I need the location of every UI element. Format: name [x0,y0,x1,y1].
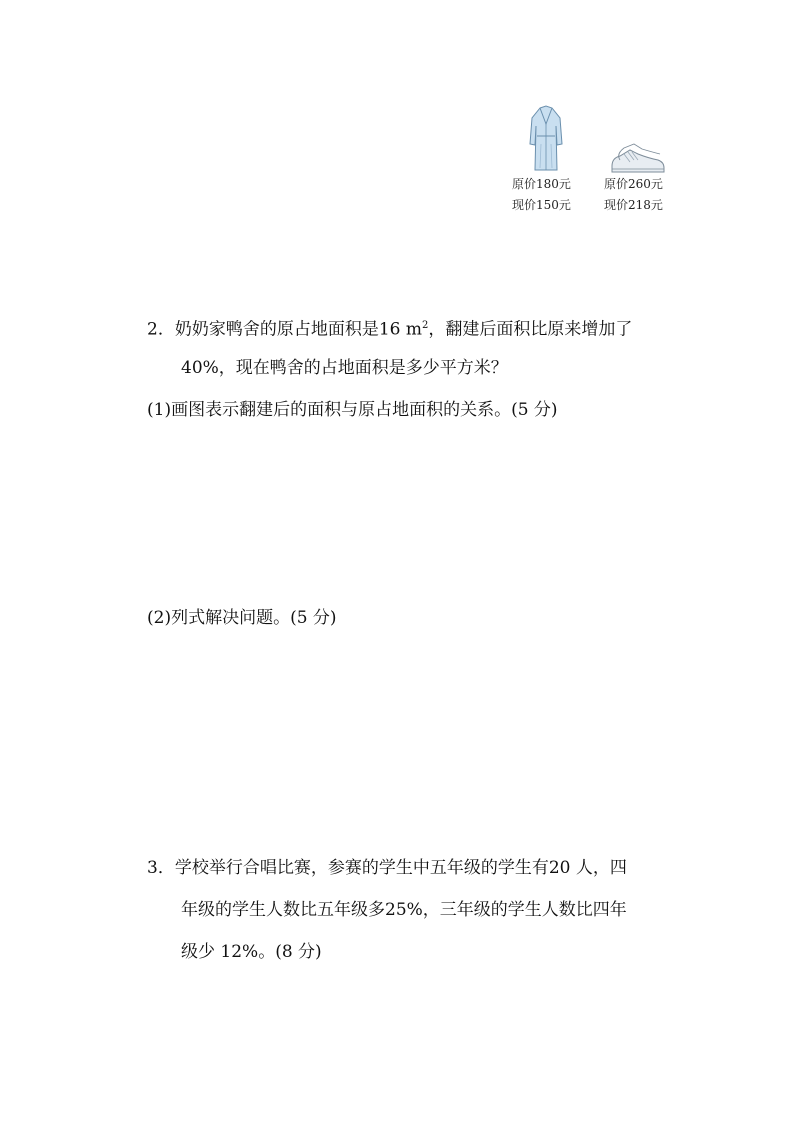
q2-text-line1: 奶奶家鸭舍的原占地面积是16 m [174,319,422,340]
q2-subquestion-1: (1)画图表示翻建后的面积与原占地面积的关系。(5 分) [147,400,558,420]
q2-number: 2． [147,319,175,340]
q2-subquestion-2: (2)列式解决问题。(5 分) [147,608,337,628]
q3-line1 [147,856,627,880]
q3-text-line2: 年级的学生人数比五年级多25%，三年级的学生人数比四年 [181,900,627,920]
robe-icon [526,104,566,174]
q2-line1 [147,314,632,342]
sneakers-current-price: 现价218元 [604,198,663,212]
q3-text-line1: 学校举行合唱比赛，参赛的学生中五年级的学生有20 人，四 [174,858,627,878]
product-sneakers [600,104,680,216]
q2-text-line1-end: ，翻建后面积比原来增加了 [428,319,633,340]
q3-number: 3． [147,858,175,878]
product-robe [508,104,584,216]
robe-original-price: 原价180元 [512,177,571,191]
q2-unit-exponent: 2 [421,320,429,331]
robe-current-price: 现价150元 [512,198,571,212]
q3-text-line3: 级少 12%。(8 分) [181,942,322,962]
sneakers-icon [608,140,668,176]
sneakers-original-price: 原价260元 [604,177,663,191]
q2-text-line2: 40%，现在鸭舍的占地面积是多少平方米？ [181,358,508,378]
